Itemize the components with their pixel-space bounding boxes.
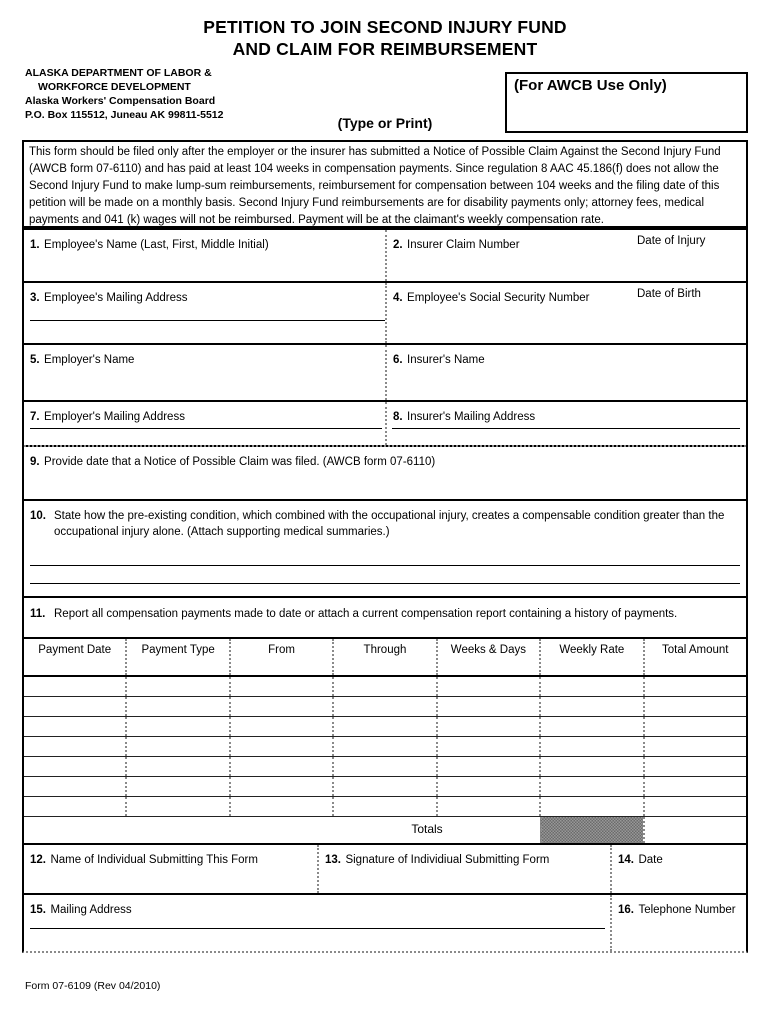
field-7-number: 7. — [30, 411, 40, 423]
field-3-write-line — [30, 320, 385, 321]
field-10-write-line-1 — [30, 565, 740, 566]
payment-cell[interactable] — [125, 717, 228, 736]
field-7-write-line — [30, 428, 382, 429]
payment-cell[interactable] — [125, 677, 228, 696]
row-10 — [24, 503, 746, 598]
payment-cell[interactable] — [436, 717, 539, 736]
payment-cell[interactable] — [539, 737, 642, 756]
payment-row — [24, 697, 746, 717]
payment-row — [24, 737, 746, 757]
payment-cell[interactable] — [229, 697, 332, 716]
payment-cell[interactable] — [436, 737, 539, 756]
field-4-number: 4. — [393, 292, 403, 304]
payment-cell[interactable] — [332, 677, 435, 696]
field-7-label: Employer's Mailing Address — [44, 411, 185, 423]
totals-shaded-cell — [540, 817, 643, 843]
payment-cell[interactable] — [125, 777, 228, 796]
field-3-employee-mailing-address[interactable] — [24, 283, 385, 343]
field-5-label: Employer's Name — [44, 354, 135, 366]
field-15-number: 15. — [30, 904, 46, 916]
payment-row — [24, 757, 746, 777]
form-title-line2: AND CLAIM FOR REIMBURSEMENT — [232, 39, 538, 59]
field-8-insurer-mailing-address[interactable] — [385, 402, 746, 445]
field-8-number: 8. — [393, 411, 403, 423]
payment-cell[interactable] — [332, 737, 435, 756]
row-3-4 — [24, 283, 746, 345]
payment-cell[interactable] — [539, 757, 642, 776]
field-2-insurer-claim-number[interactable] — [385, 230, 746, 281]
field-4-employee-ssn[interactable] — [385, 283, 746, 343]
field-3-number: 3. — [30, 292, 40, 304]
field-14-label: Date — [638, 854, 663, 866]
form-title — [0, 16, 770, 60]
field-8-label: Insurer's Mailing Address — [407, 411, 536, 423]
field-9-label: Provide date that a Notice of Possible Claim was filed. (AWCB form 07-6110) — [44, 456, 436, 468]
field-12-name-of-submitter[interactable] — [24, 845, 317, 893]
field-5-number: 5. — [30, 354, 40, 366]
awcb-use-only-label: (For AWCB Use Only) — [514, 77, 667, 94]
header-from: From — [229, 639, 332, 675]
payment-cell[interactable] — [436, 797, 539, 816]
payment-cell[interactable] — [24, 737, 125, 756]
field-14-date[interactable] — [610, 845, 746, 893]
header-through: Through — [332, 639, 435, 675]
field-9-number: 9. — [30, 456, 40, 468]
field-11-number: 11. — [30, 608, 46, 620]
header-payment-type: Payment Type — [125, 639, 228, 675]
field-3-label: Employee's Mailing Address — [44, 292, 188, 304]
payment-cell[interactable] — [539, 677, 642, 696]
field-1-employee-name[interactable] — [24, 230, 385, 281]
payment-cell[interactable] — [643, 717, 746, 736]
payment-cell[interactable] — [229, 797, 332, 816]
payment-cell[interactable] — [332, 757, 435, 776]
payment-cell[interactable] — [539, 777, 642, 796]
agency-block — [25, 66, 223, 122]
totals-amount-cell[interactable] — [643, 817, 746, 843]
header-total-amount: Total Amount — [643, 639, 746, 675]
totals-label-cell — [24, 817, 540, 843]
payment-cell[interactable] — [436, 777, 539, 796]
field-9-notice-date[interactable] — [24, 447, 746, 499]
payment-cell[interactable] — [125, 757, 228, 776]
field-2-date-of-injury-label: Date of Injury — [637, 235, 706, 247]
field-13-signature[interactable] — [317, 845, 610, 893]
agency-line1: ALASKA DEPARTMENT OF LABOR & — [25, 67, 212, 79]
header-weeks-days: Weeks & Days — [436, 639, 539, 675]
field-1-number: 1. — [30, 239, 40, 251]
field-14-number: 14. — [618, 854, 634, 866]
fields-box — [22, 228, 748, 953]
field-1-label: Employee's Name (Last, First, Middle Initial) — [44, 239, 269, 251]
totals-row — [24, 817, 746, 843]
form-title-line1: PETITION TO JOIN SECOND INJURY FUND — [203, 17, 567, 37]
payment-cell[interactable] — [643, 757, 746, 776]
payment-cell[interactable] — [125, 697, 228, 716]
payment-cell[interactable] — [332, 797, 435, 816]
payment-cell[interactable] — [125, 797, 228, 816]
payment-cell[interactable] — [24, 777, 125, 796]
payment-cell[interactable] — [332, 717, 435, 736]
payments-empty-rows — [24, 677, 746, 817]
field-2-label: Insurer Claim Number — [407, 239, 520, 251]
field-5-employer-name[interactable] — [24, 345, 385, 400]
row-1-2 — [24, 230, 746, 283]
field-2-number: 2. — [393, 239, 403, 251]
field-6-insurer-name[interactable] — [385, 345, 746, 400]
agency-line2: WORKFORCE DEVELOPMENT — [38, 81, 191, 93]
field-4-label: Employee's Social Security Number — [407, 292, 590, 304]
field-7-employer-mailing-address[interactable] — [24, 402, 385, 445]
type-or-print-label: (Type or Print) — [337, 115, 433, 131]
awcb-use-only-box[interactable] — [505, 72, 748, 133]
row-15-16 — [24, 895, 746, 951]
payment-cell[interactable] — [643, 697, 746, 716]
payment-cell[interactable] — [436, 697, 539, 716]
payment-cell[interactable] — [24, 677, 125, 696]
field-16-telephone-number[interactable] — [610, 895, 746, 951]
payment-cell[interactable] — [229, 677, 332, 696]
field-8-write-line — [392, 428, 740, 429]
payment-cell[interactable] — [125, 737, 228, 756]
instructions-paragraph: This form should be filed only after the employer or the insurer has submitted a Notice of Possible Claim Against the Second Injury Fund (AWCB form 07-6110) and has paid at least 104 weeks in compensation payments. Since regulation 8 AAC 45.186(f) does not allow the Second Injury Fund to make lump-sum reimbursements, reimbursement for compensation between 104 weeks and the filing date of this petition will be made on a monthly basis. Second Injury Fund reimbursements are for disability payments only; attorney fees, medical payments and 041 (k) wages will not be reimbursed. Payment will be at the claimant's weekly compensation rate. — [22, 140, 748, 228]
payments-table-header — [24, 639, 746, 677]
payment-cell[interactable] — [24, 757, 125, 776]
field-13-number: 13. — [325, 854, 341, 866]
payment-cell[interactable] — [24, 797, 125, 816]
payment-cell[interactable] — [643, 737, 746, 756]
payment-cell[interactable] — [24, 697, 125, 716]
payment-cell[interactable] — [643, 677, 746, 696]
payment-cell[interactable] — [229, 777, 332, 796]
row-7-8 — [24, 402, 746, 447]
agency-line4: P.O. Box 115512, Juneau AK 99811-5512 — [25, 109, 224, 121]
row-9 — [24, 445, 746, 501]
field-12-label: Name of Individual Submitting This Form — [50, 854, 258, 866]
payment-cell[interactable] — [539, 797, 642, 816]
payment-row — [24, 777, 746, 797]
header-weekly-rate: Weekly Rate — [539, 639, 642, 675]
agency-line3: Alaska Workers' Compensation Board — [25, 95, 216, 107]
field-11-compensation-payments — [24, 598, 746, 637]
field-10-label: State how the pre-existing condition, which combined with the occupational injury, creates a compensable condition greater than the occupational injury alone. (Attach supporting medical summaries.) — [54, 510, 725, 538]
payment-cell[interactable] — [229, 737, 332, 756]
field-10-write-line-2 — [30, 583, 740, 584]
payment-row — [24, 677, 746, 697]
row-5-6 — [24, 345, 746, 402]
field-6-number: 6. — [393, 354, 403, 366]
payment-cell[interactable] — [539, 717, 642, 736]
payment-cell[interactable] — [436, 757, 539, 776]
payments-table — [24, 637, 746, 845]
field-6-label: Insurer's Name — [407, 354, 485, 366]
field-11-label: Report all compensation payments made to date or attach a current compensation report containing a history of payments. — [54, 608, 678, 620]
field-15-write-line — [30, 928, 605, 929]
row-12-13-14 — [24, 843, 746, 895]
payment-row — [24, 797, 746, 817]
row-11-label — [24, 598, 746, 637]
field-12-number: 12. — [30, 854, 46, 866]
payment-row — [24, 717, 746, 737]
header-payment-date: Payment Date — [38, 644, 112, 656]
field-16-label: Telephone Number — [638, 904, 736, 916]
field-10-number: 10. — [30, 510, 46, 522]
payment-cell[interactable] — [643, 797, 746, 816]
payment-cell[interactable] — [332, 697, 435, 716]
payment-cell[interactable] — [436, 677, 539, 696]
totals-label: Totals — [411, 822, 443, 836]
payment-cell[interactable] — [24, 717, 125, 736]
payment-cell[interactable] — [229, 757, 332, 776]
payment-cell[interactable] — [643, 777, 746, 796]
field-15-label: Mailing Address — [50, 904, 132, 916]
form-number-footer: Form 07-6109 (Rev 04/2010) — [25, 980, 161, 992]
payment-cell[interactable] — [539, 697, 642, 716]
payment-cell[interactable] — [229, 717, 332, 736]
field-15-mailing-address[interactable] — [24, 895, 610, 951]
payment-cell[interactable] — [332, 777, 435, 796]
field-16-number: 16. — [618, 904, 634, 916]
field-13-label: Signature of Individiual Submitting Form — [345, 854, 550, 866]
field-4-date-of-birth-label: Date of Birth — [637, 288, 701, 300]
